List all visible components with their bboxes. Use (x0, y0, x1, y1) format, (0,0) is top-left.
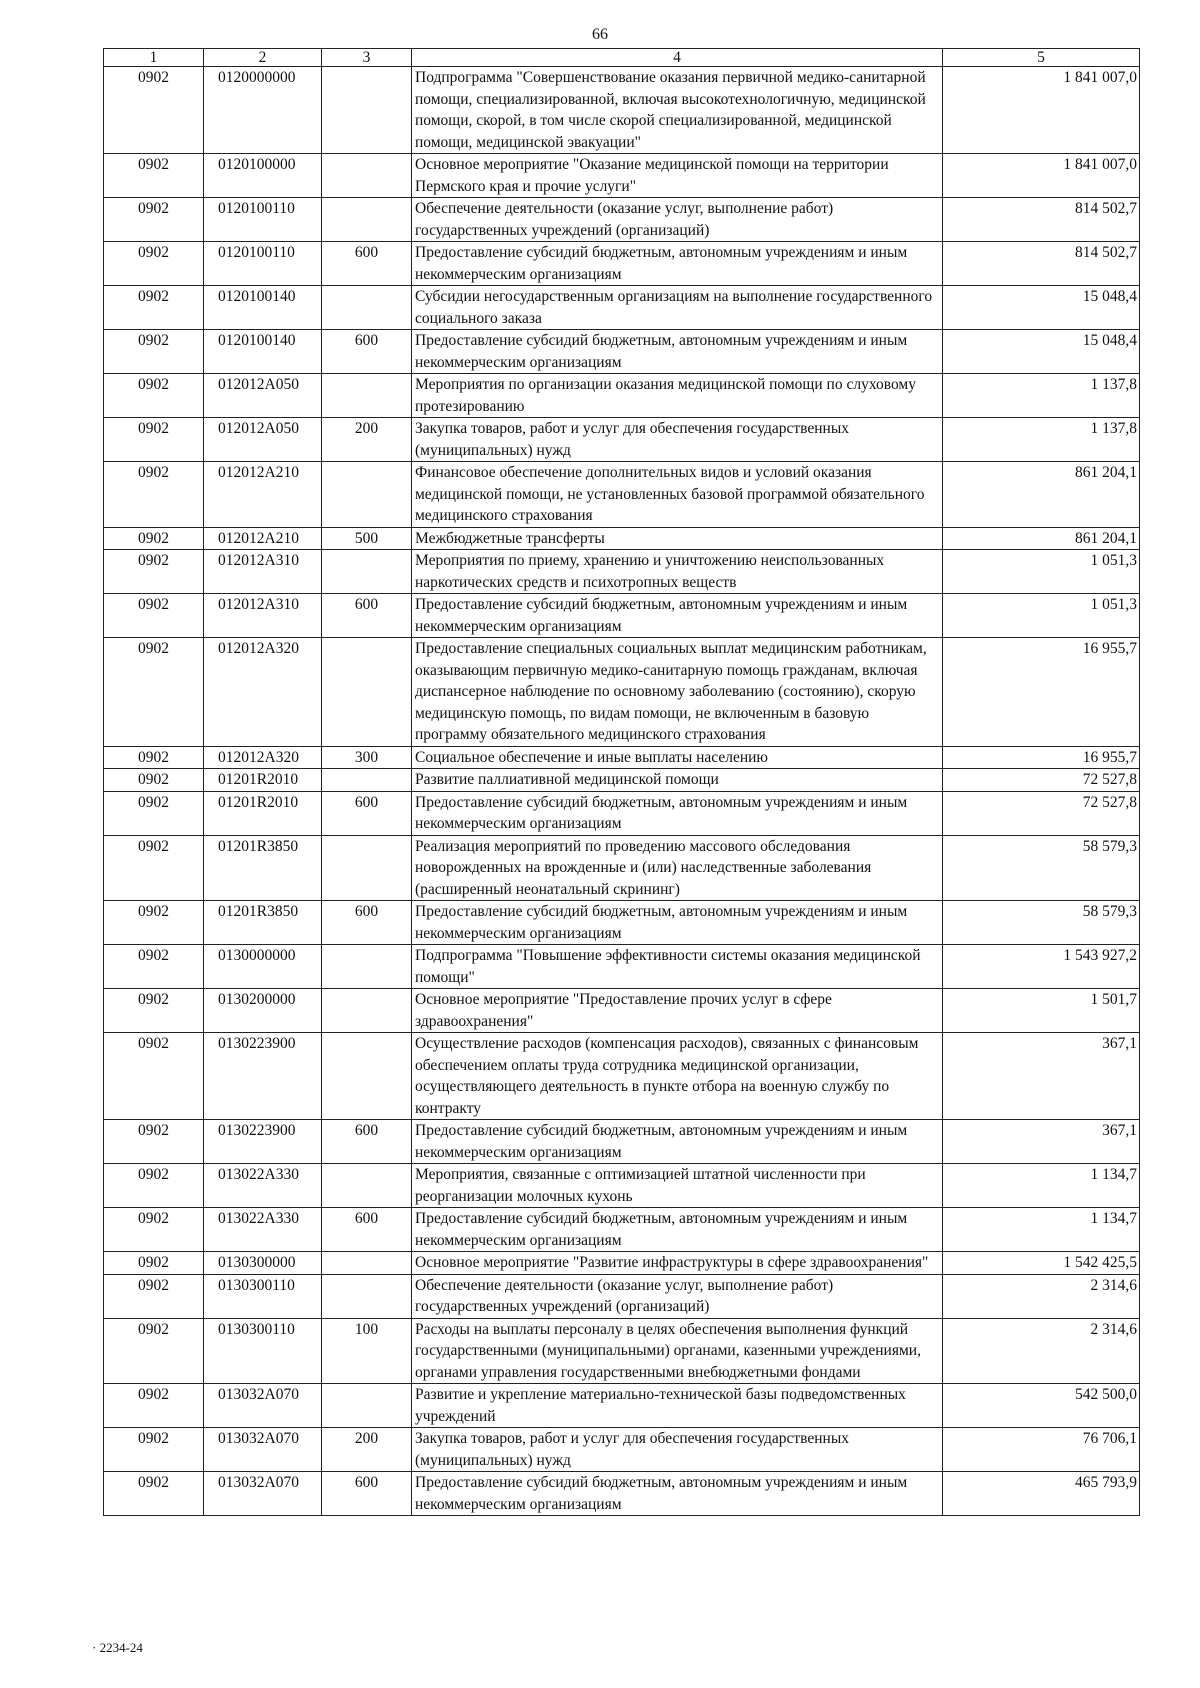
amount: 861 204,1 (943, 462, 1140, 528)
section-code: 0902 (104, 550, 204, 594)
target-article-code: 012012А320 (204, 746, 322, 769)
section-code: 0902 (104, 901, 204, 945)
item-name: Субсидии негосударственным организациям на выполнение государственного социального заказа (412, 286, 943, 330)
amount: 861 204,1 (943, 527, 1140, 550)
expense-type-code: 600 (322, 1208, 412, 1252)
col-header-4: 4 (412, 49, 943, 67)
section-code: 0902 (104, 1164, 204, 1208)
expense-type-code (322, 374, 412, 418)
amount: 1 841 007,0 (943, 154, 1140, 198)
table-row (104, 550, 1140, 594)
item-name: Финансовое обеспечение дополнительных видов и условий оказания медицинской помощи, не установленных базовой программой обязательного медицинского страхования (412, 462, 943, 528)
section-code: 0902 (104, 1472, 204, 1516)
col-header-1: 1 (104, 49, 204, 67)
expense-type-code (322, 769, 412, 792)
item-name: Подпрограмма "Повышение эффективности системы оказания медицинской помощи" (412, 945, 943, 989)
target-article-code: 0130000000 (204, 945, 322, 989)
target-article-code: 013022А330 (204, 1164, 322, 1208)
amount: 1 841 007,0 (943, 67, 1140, 154)
table-row (104, 594, 1140, 638)
section-code: 0902 (104, 989, 204, 1033)
target-article-code: 013022А330 (204, 1208, 322, 1252)
item-name: Обеспечение деятельности (оказание услуг, выполнение работ) государственных учреждений (организаций) (412, 198, 943, 242)
section-code: 0902 (104, 527, 204, 550)
item-name: Предоставление субсидий бюджетным, автономным учреждениям и иным некоммерческим организациям (412, 594, 943, 638)
target-article-code: 01201R3850 (204, 901, 322, 945)
expense-type-code (322, 1274, 412, 1318)
amount: 542 500,0 (943, 1384, 1140, 1428)
item-name: Предоставление субсидий бюджетным, автономным учреждениям и иным некоммерческим организациям (412, 791, 943, 835)
amount: 72 527,8 (943, 769, 1140, 792)
section-code: 0902 (104, 242, 204, 286)
table-row (104, 769, 1140, 792)
amount: 367,1 (943, 1033, 1140, 1120)
expense-type-code: 600 (322, 1120, 412, 1164)
expense-type-code: 600 (322, 242, 412, 286)
target-article-code: 012012А310 (204, 550, 322, 594)
col-header-3: 3 (322, 49, 412, 67)
item-name: Развитие паллиативной медицинской помощи (412, 769, 943, 792)
target-article-code: 013032А070 (204, 1384, 322, 1428)
table-row (104, 154, 1140, 198)
expense-type-code (322, 1384, 412, 1428)
expense-type-code (322, 154, 412, 198)
amount: 15 048,4 (943, 286, 1140, 330)
document-code: · 2234-24 (92, 1640, 143, 1655)
expense-type-code: 600 (322, 330, 412, 374)
expense-type-code (322, 989, 412, 1033)
col-header-2: 2 (204, 49, 322, 67)
amount: 72 527,8 (943, 791, 1140, 835)
table-row (104, 835, 1140, 901)
item-name: Предоставление субсидий бюджетным, автономным учреждениям и иным некоммерческим организациям (412, 1208, 943, 1252)
amount: 76 706,1 (943, 1428, 1140, 1472)
section-code: 0902 (104, 154, 204, 198)
table-row (104, 1120, 1140, 1164)
expense-type-code (322, 1252, 412, 1275)
target-article-code: 0120100000 (204, 154, 322, 198)
target-article-code: 0120100140 (204, 286, 322, 330)
amount: 1 137,8 (943, 418, 1140, 462)
amount: 1 051,3 (943, 594, 1140, 638)
item-name: Предоставление субсидий бюджетным, автономным учреждениям и иным некоммерческим организациям (412, 1472, 943, 1516)
target-article-code: 01201R3850 (204, 835, 322, 901)
amount: 1 051,3 (943, 550, 1140, 594)
table-row (104, 418, 1140, 462)
budget-table (103, 48, 1140, 1516)
amount: 1 501,7 (943, 989, 1140, 1033)
table-row (104, 198, 1140, 242)
table-row (104, 1384, 1140, 1428)
target-article-code: 0120100110 (204, 198, 322, 242)
table-row (104, 462, 1140, 528)
target-article-code: 0120100140 (204, 330, 322, 374)
section-code: 0902 (104, 286, 204, 330)
target-article-code: 0130300110 (204, 1318, 322, 1384)
amount: 16 955,7 (943, 638, 1140, 747)
amount: 1 134,7 (943, 1164, 1140, 1208)
amount: 2 314,6 (943, 1318, 1140, 1384)
expense-type-code: 600 (322, 1472, 412, 1516)
col-header-5: 5 (943, 49, 1140, 67)
table-row (104, 1208, 1140, 1252)
item-name: Подпрограмма "Совершенствование оказания первичной медико-санитарной помощи, специализированной, включая высокотехнологичную, медицинской помощи, скорой, в том числе скорой специализированной, медицинской помощи, медицинской эвакуации" (412, 67, 943, 154)
section-code: 0902 (104, 1252, 204, 1275)
target-article-code: 012012А050 (204, 374, 322, 418)
target-article-code: 0130200000 (204, 989, 322, 1033)
item-name: Предоставление субсидий бюджетным, автономным учреждениям и иным некоммерческим организациям (412, 901, 943, 945)
section-code: 0902 (104, 746, 204, 769)
expense-type-code (322, 1164, 412, 1208)
amount: 1 543 927,2 (943, 945, 1140, 989)
section-code: 0902 (104, 1120, 204, 1164)
section-code: 0902 (104, 835, 204, 901)
item-name: Социальное обеспечение и иные выплаты населению (412, 746, 943, 769)
amount: 1 542 425,5 (943, 1252, 1140, 1275)
target-article-code: 01201R2010 (204, 791, 322, 835)
amount: 814 502,7 (943, 198, 1140, 242)
amount: 15 048,4 (943, 330, 1140, 374)
item-name: Предоставление специальных социальных выплат медицинским работникам, оказывающим первичную медико-санитарную помощь гражданам, включая диспансерное наблюдение по основному заболеванию (состоянию), скорую медицинскую помощь, по видам помощи, не включенным в базовую программу обязательного медицинского страхования (412, 638, 943, 747)
target-article-code: 012012А210 (204, 462, 322, 528)
budget-table-wrap (103, 48, 1139, 1516)
section-code: 0902 (104, 1384, 204, 1428)
amount: 58 579,3 (943, 901, 1140, 945)
table-row (104, 989, 1140, 1033)
target-article-code: 012012А050 (204, 418, 322, 462)
table-row (104, 330, 1140, 374)
item-name: Реализация мероприятий по проведению массового обследования новорожденных на врожденные и (или) наследственные заболевания (расширенный неонатальный скрининг) (412, 835, 943, 901)
expense-type-code (322, 462, 412, 528)
expense-type-code: 600 (322, 594, 412, 638)
table-row (104, 791, 1140, 835)
item-name: Закупка товаров, работ и услуг для обеспечения государственных (муниципальных) нужд (412, 418, 943, 462)
item-name: Расходы на выплаты персоналу в целях обеспечения выполнения функций государственными (муниципальными) органами, казенными учреждениями, органами управления государственными внебюджетными фондами (412, 1318, 943, 1384)
target-article-code: 013032А070 (204, 1472, 322, 1516)
target-article-code: 012012А310 (204, 594, 322, 638)
item-name: Осуществление расходов (компенсация расходов), связанных с финансовым обеспечением оплаты труда сотрудника медицинской организации, осуществляющего деятельность в пункте отбора на военную службу по контракту (412, 1033, 943, 1120)
amount: 1 134,7 (943, 1208, 1140, 1252)
amount: 16 955,7 (943, 746, 1140, 769)
section-code: 0902 (104, 945, 204, 989)
item-name: Основное мероприятие "Развитие инфраструктуры в сфере здравоохранения" (412, 1252, 943, 1275)
target-article-code: 0130300110 (204, 1274, 322, 1318)
page-number: 66 (592, 26, 608, 43)
amount: 465 793,9 (943, 1472, 1140, 1516)
table-row (104, 374, 1140, 418)
target-article-code: 012012А320 (204, 638, 322, 747)
table-row (104, 1428, 1140, 1472)
table-row (104, 945, 1140, 989)
table-row (104, 1252, 1140, 1275)
expense-type-code: 600 (322, 791, 412, 835)
section-code: 0902 (104, 1428, 204, 1472)
target-article-code: 0130223900 (204, 1120, 322, 1164)
section-code: 0902 (104, 1274, 204, 1318)
item-name: Предоставление субсидий бюджетным, автономным учреждениям и иным некоммерческим организациям (412, 1120, 943, 1164)
target-article-code: 0130300000 (204, 1252, 322, 1275)
item-name: Предоставление субсидий бюджетным, автономным учреждениям и иным некоммерческим организациям (412, 242, 943, 286)
section-code: 0902 (104, 198, 204, 242)
table-row (104, 286, 1140, 330)
amount: 58 579,3 (943, 835, 1140, 901)
expense-type-code (322, 550, 412, 594)
table-row (104, 638, 1140, 747)
target-article-code: 013032А070 (204, 1428, 322, 1472)
expense-type-code (322, 1033, 412, 1120)
target-article-code: 012012А210 (204, 527, 322, 550)
section-code: 0902 (104, 462, 204, 528)
expense-type-code (322, 198, 412, 242)
item-name: Обеспечение деятельности (оказание услуг, выполнение работ) государственных учреждений (организаций) (412, 1274, 943, 1318)
table-row (104, 901, 1140, 945)
amount: 1 137,8 (943, 374, 1140, 418)
expense-type-code (322, 835, 412, 901)
table-row (104, 527, 1140, 550)
expense-type-code: 200 (322, 1428, 412, 1472)
item-name: Мероприятия по организации оказания медицинской помощи по слуховому протезированию (412, 374, 943, 418)
item-name: Закупка товаров, работ и услуг для обеспечения государственных (муниципальных) нужд (412, 1428, 943, 1472)
item-name: Развитие и укрепление материально-технической базы подведомственных учреждений (412, 1384, 943, 1428)
table-row (104, 242, 1140, 286)
section-code: 0902 (104, 638, 204, 747)
item-name: Основное мероприятие "Предоставление прочих услуг в сфере здравоохранения" (412, 989, 943, 1033)
expense-type-code: 100 (322, 1318, 412, 1384)
target-article-code: 0130223900 (204, 1033, 322, 1120)
section-code: 0902 (104, 769, 204, 792)
target-article-code: 01201R2010 (204, 769, 322, 792)
section-code: 0902 (104, 418, 204, 462)
amount: 814 502,7 (943, 242, 1140, 286)
amount: 2 314,6 (943, 1274, 1140, 1318)
amount: 367,1 (943, 1120, 1140, 1164)
table-row (104, 1033, 1140, 1120)
table-row (104, 1318, 1140, 1384)
section-code: 0902 (104, 1318, 204, 1384)
section-code: 0902 (104, 594, 204, 638)
item-name: Мероприятия, связанные с оптимизацией штатной численности при реорганизации молочных кухонь (412, 1164, 943, 1208)
section-code: 0902 (104, 330, 204, 374)
target-article-code: 0120000000 (204, 67, 322, 154)
table-row (104, 746, 1140, 769)
table-row (104, 67, 1140, 154)
expense-type-code (322, 286, 412, 330)
section-code: 0902 (104, 374, 204, 418)
expense-type-code: 200 (322, 418, 412, 462)
table-header (104, 49, 1140, 67)
table-body (104, 67, 1140, 1516)
section-code: 0902 (104, 67, 204, 154)
item-name: Основное мероприятие "Оказание медицинской помощи на территории Пермского края и прочие услуги" (412, 154, 943, 198)
expense-type-code (322, 67, 412, 154)
table-row (104, 1274, 1140, 1318)
section-code: 0902 (104, 1033, 204, 1120)
header-row (104, 49, 1140, 67)
item-name: Предоставление субсидий бюджетным, автономным учреждениям и иным некоммерческим организациям (412, 330, 943, 374)
item-name: Мероприятия по приему, хранению и уничтожению неиспользованных наркотических средств и психотропных веществ (412, 550, 943, 594)
expense-type-code: 500 (322, 527, 412, 550)
table-row (104, 1472, 1140, 1516)
item-name: Межбюджетные трансферты (412, 527, 943, 550)
expense-type-code: 600 (322, 901, 412, 945)
expense-type-code (322, 638, 412, 747)
table-row (104, 1164, 1140, 1208)
section-code: 0902 (104, 1208, 204, 1252)
target-article-code: 0120100110 (204, 242, 322, 286)
expense-type-code (322, 945, 412, 989)
section-code: 0902 (104, 791, 204, 835)
expense-type-code: 300 (322, 746, 412, 769)
